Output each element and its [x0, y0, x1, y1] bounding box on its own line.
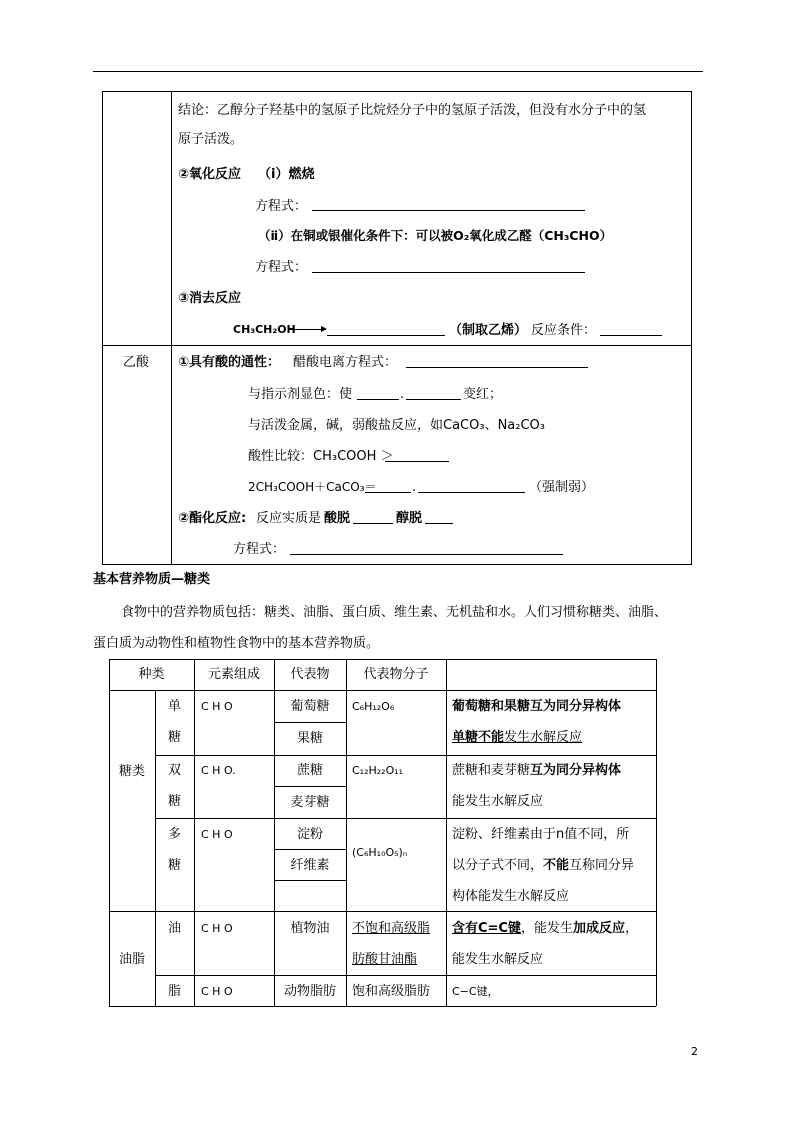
answer-line: [312, 272, 585, 273]
oxidation-sub1: （ⅰ）燃烧: [258, 167, 315, 182]
table-border: [274, 880, 346, 881]
poly-elements: C H O: [201, 828, 233, 841]
table-border: [102, 345, 692, 346]
intro-line-1: 食物中的营养物质包括：糖类、油脂、蛋白质、维生素、无机盐和水。人们习惯称糖类、油脂、: [121, 605, 668, 620]
sugar-category: 糖类: [118, 764, 145, 779]
oxidation-heading: ②氧化反应: [178, 167, 242, 182]
ethanol-formula: CH₃CH₂OH: [233, 323, 296, 336]
table-border: [656, 659, 657, 1006]
table-border: [102, 91, 692, 92]
mono-label-1: 单: [167, 699, 181, 714]
acidity-compare: 酸性比较：CH₃COOH ＞: [248, 449, 394, 464]
poly-rep-1: 淀粉: [296, 827, 323, 842]
answer-line: [353, 523, 393, 524]
indicator-text: 与指示剂显色：使: [248, 387, 353, 402]
oil-note-1: 含有C=C键，能发生加成反应，: [452, 921, 639, 936]
poly-note-1: 淀粉、纤维素由于n值不同，所: [452, 827, 630, 842]
answer-line: [365, 492, 411, 493]
poly-note-3: 构体能发生水解反应: [452, 889, 570, 904]
mono-note-1: 葡萄糖和果糖互为同分异构体: [452, 699, 622, 714]
oil-label: 油: [167, 921, 181, 936]
fat-label: 脂: [167, 984, 181, 999]
answer-line: [290, 554, 563, 555]
oil-molecule-2: 肪酸甘油酯: [352, 952, 418, 967]
acid-remove: 酸脱: [324, 511, 351, 526]
caco3-dot: .: [412, 480, 417, 495]
di-note-1: 蔗糖和麦芽糖互为同分异构体: [452, 763, 622, 778]
elimination-heading: ③消去反应: [178, 291, 242, 306]
acid-ionization: 醋酸电离方程式：: [293, 355, 398, 370]
oil-molecule-1: 不饱和高级脂: [352, 921, 431, 936]
mono-formula: C₆H₁₂O₆: [352, 700, 395, 713]
table-border: [194, 659, 195, 1006]
oil-rep: 植物油: [290, 921, 330, 936]
di-rep-2: 麦芽糖: [290, 795, 330, 810]
table-border: [691, 91, 692, 564]
answer-line: [385, 461, 449, 462]
poly-rep-2: 纤维素: [290, 858, 330, 873]
page-number: 2: [691, 1045, 698, 1058]
fat-molecule: 饱和高级脂肪: [352, 984, 431, 999]
answer-line: [418, 492, 525, 493]
header-elements: 元素组成: [207, 667, 260, 682]
oil-note-2: 能发生水解反应: [452, 952, 544, 967]
poly-formula: (C₆H₁₀O₅)ₙ: [352, 846, 408, 859]
mono-rep-2: 果糖: [296, 731, 323, 746]
fat-category: 油脂: [118, 952, 145, 967]
table-border: [109, 911, 656, 912]
equation-label: 方程式：: [255, 199, 308, 214]
di-formula: C₁₂H₂₂O₁₁: [352, 764, 404, 777]
header-molecule: 代表物分子: [363, 667, 429, 682]
condition-label: 反应条件：: [531, 323, 597, 338]
table-border: [109, 690, 656, 691]
oil-elements: C H O: [201, 922, 233, 935]
strong-weak-note: （强制弱）: [529, 480, 595, 495]
table-border: [274, 849, 346, 850]
answer-line: [600, 335, 662, 336]
acetic-acid-label: 乙酸: [123, 355, 150, 370]
di-note-2: 能发生水解反应: [452, 794, 544, 809]
equation-label: 方程式：: [233, 542, 286, 557]
table-border: [155, 975, 656, 976]
answer-line: [406, 367, 588, 368]
ester-essence: 反应实质是: [256, 511, 322, 526]
indicator-suffix: 变红；: [463, 387, 503, 402]
answer-line: [357, 399, 399, 400]
oxidation-sub2: （ⅱ）在铜或银催化条件下：可以被O₂氧化成乙醛（CH₃CHO）: [258, 228, 613, 243]
answer-line: [406, 399, 461, 400]
caco3-reaction: 2CH₃COOH＋CaCO₃＝: [248, 480, 377, 494]
table-border: [102, 564, 692, 565]
reaction-arrow-icon: [289, 329, 326, 330]
di-label-1: 双: [167, 763, 181, 778]
di-rep-1: 蔗糖: [296, 763, 323, 778]
alcohol-remove: 醇脱: [396, 511, 423, 526]
mono-note-2: 单糖不能发生水解反应: [452, 730, 583, 745]
conclusion-text-cont: 原子活泼。: [178, 132, 244, 147]
table-border: [446, 659, 447, 1006]
table-border: [109, 659, 656, 660]
metal-reaction-text: 与活泼金属，碱，弱酸盐反应，如CaCO₃、Na₂CO₃: [248, 418, 545, 433]
acid-heading: ①具有酸的通性：: [178, 355, 281, 370]
di-label-2: 糖: [167, 794, 181, 809]
fat-elements: C H O: [201, 985, 233, 998]
indicator-dot: .: [400, 387, 405, 402]
header-rule: [93, 71, 703, 72]
mono-label-2: 糖: [167, 730, 181, 745]
elimination-note: （制取乙烯）: [449, 323, 528, 338]
poly-label-2: 糖: [167, 858, 181, 873]
conclusion-text: 结论：乙醇分子羟基中的氢原子比烷烃分子中的氢原子活泼，但没有水分子中的氢: [178, 103, 647, 118]
table-border: [102, 91, 103, 564]
table-border: [346, 659, 347, 1006]
answer-line: [327, 335, 445, 336]
di-elements: C H O.: [201, 764, 236, 777]
table-border: [171, 91, 172, 564]
poly-label-1: 多: [167, 827, 181, 842]
answer-line: [312, 210, 585, 211]
poly-note-2: 以分子式不同，不能互称同分异: [452, 858, 635, 873]
table-border: [109, 1006, 656, 1007]
table-border: [274, 786, 346, 787]
section-title: 基本营养物质—糖类: [93, 572, 211, 587]
mono-rep-1: 葡萄糖: [290, 699, 330, 714]
fat-rep: 动物脂肪: [283, 984, 336, 999]
esterification-heading: ②酯化反应:: [178, 511, 247, 526]
answer-line: [425, 523, 453, 524]
table-border: [155, 755, 656, 756]
table-border: [274, 722, 346, 723]
header-category: 种类: [138, 667, 165, 682]
equation-label: 方程式：: [255, 260, 308, 275]
intro-line-2: 蛋白质为动物性和植物性食物中的基本营养物质。: [93, 636, 380, 651]
mono-elements: C H O: [201, 700, 233, 713]
header-representative: 代表物: [290, 667, 330, 682]
table-border: [155, 818, 656, 819]
fat-note: C−C键，: [452, 985, 499, 998]
